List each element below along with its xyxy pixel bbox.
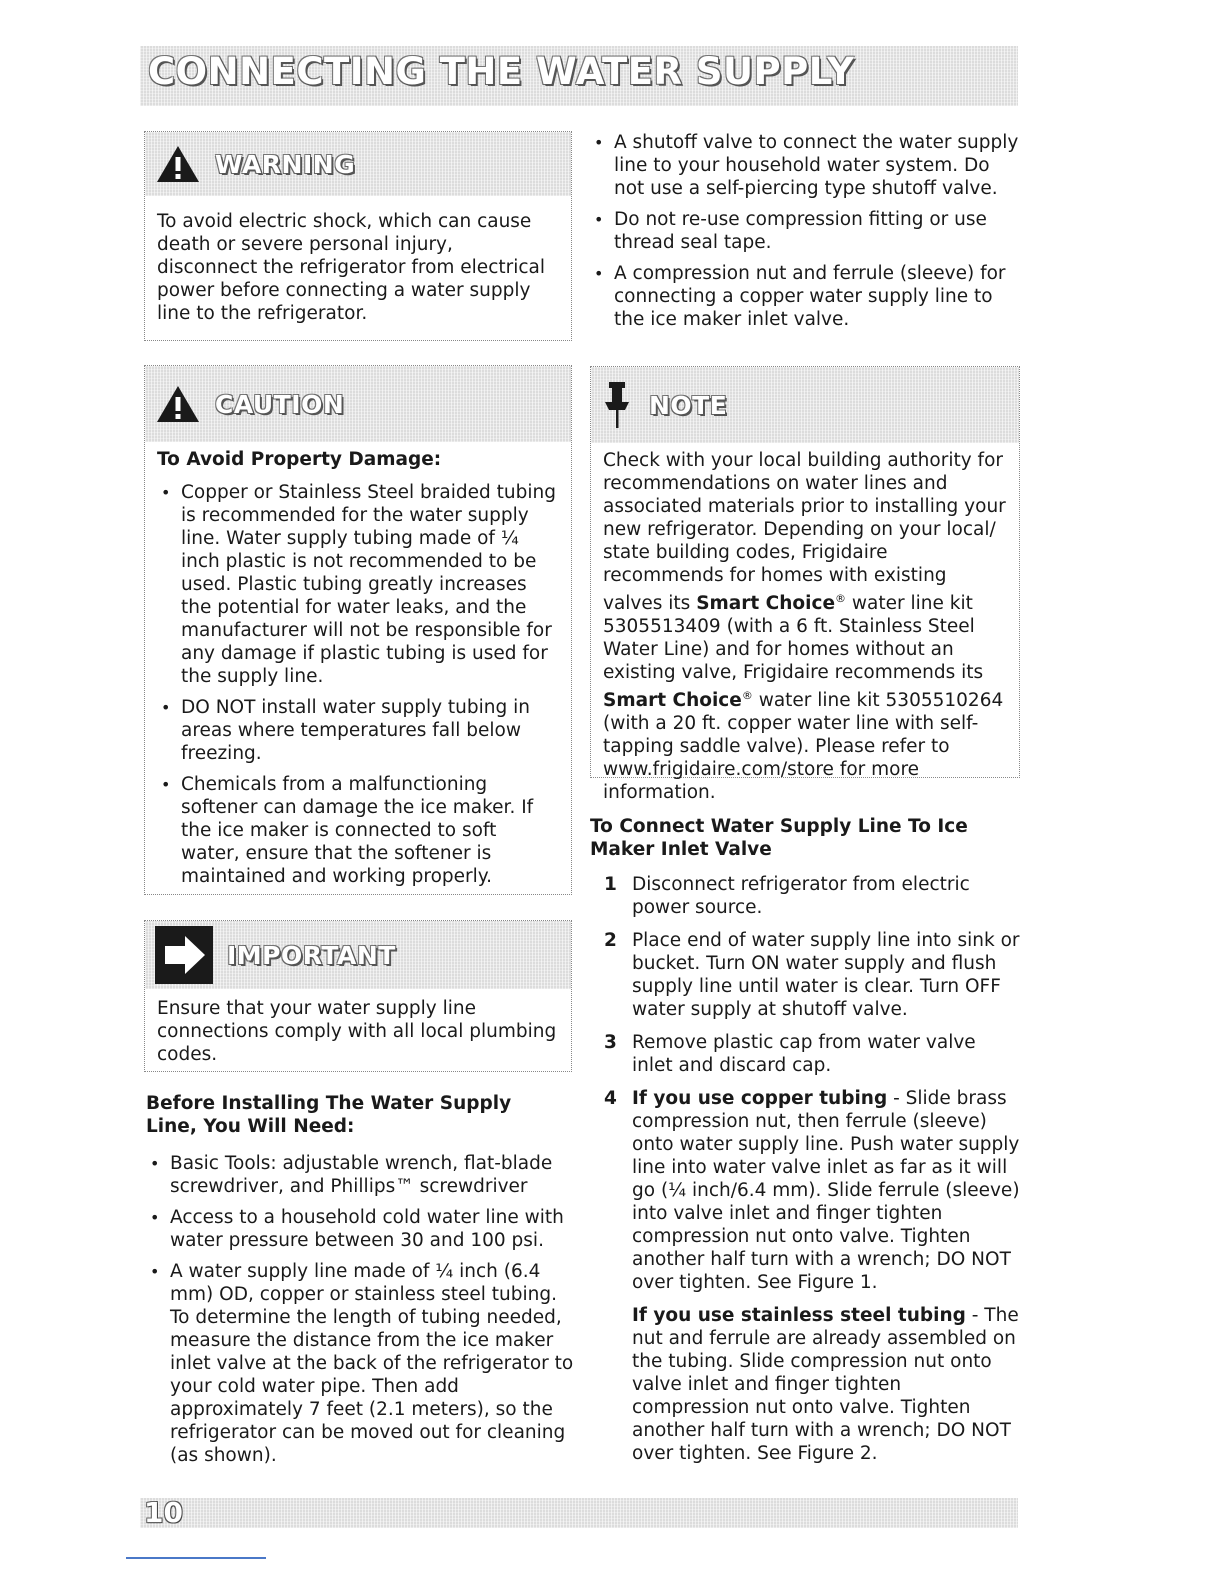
caution-header (145, 366, 571, 442)
page-title: CONNECTING THE WATER SUPPLY (148, 50, 855, 93)
warning-header (145, 132, 571, 196)
list-item: • Chemicals from a malfunctioning softener can damage the ice maker. If the ice maker is connected to soft water, ensure that the softener is maintained and working properly. (157, 773, 559, 888)
requirements-list-continued (590, 131, 1020, 339)
list-item: • Access to a household cold water line with water pressure between 30 and 100 psi. (146, 1206, 574, 1252)
step-text: Place end of water supply line into sink or bucket. Turn ON water supply and flush supply line until water is clear. Turn OFF water supply at shutoff valve. (632, 930, 1020, 1020)
caution-label: CAUTION (215, 389, 345, 419)
before-installing-section (146, 1092, 574, 1475)
caution-list (157, 481, 559, 888)
connect-section (590, 815, 1020, 1475)
note-text-part: water line kit 5305513409 (with a 6 ft. Stainless Steel Water Line) and for homes without an existing valve, Frigidaire recommends its (603, 593, 984, 684)
list-item: • Basic Tools: adjustable wrench, flat-blade screwdriver, and Phillips™ screwdriver (146, 1152, 574, 1198)
list-item: • DO NOT install water supply tubing in areas where temperatures fall below freezing. (157, 696, 559, 765)
step-text: Remove plastic cap from water valve inlet and discard cap. (632, 1032, 976, 1076)
caution-heading: To Avoid Property Damage: (157, 449, 442, 470)
note-text (603, 449, 1007, 804)
arrow-right-icon (155, 926, 213, 984)
stainless-paragraph (632, 1304, 1020, 1465)
step-number: 4 (604, 1088, 617, 1109)
note-body (591, 443, 1019, 814)
note-box (590, 366, 1020, 804)
pushpin-icon (601, 378, 635, 432)
step-lead: If you use copper tubing (632, 1088, 888, 1109)
list-item: • Do not re-use compression fitting or use thread seal tape. (590, 208, 1020, 254)
important-body (145, 989, 571, 1076)
step-text: Disconnect refrigerator from electric power source. (632, 874, 970, 918)
important-header (145, 921, 571, 989)
step-lead: If you use stainless steel tubing (632, 1305, 966, 1326)
connect-heading: To Connect Water Supply Line To Ice Maker Inlet Valve (590, 816, 968, 860)
page-title-banner (140, 46, 1018, 106)
list-item: • A compression nut and ferrule (sleeve) for connecting a copper water supply line to the ice maker inlet valve. (590, 262, 1020, 331)
list-item: • Copper or Stainless Steel braided tubing is recommended for the water supply line. Water supply tubing made of ¼ inch plastic is not recommended to be used. Plastic tubing greatly increases the potential for water leaks, and the manufacturer will not be responsible for any damage if plastic tubing is used for the supply line. (157, 481, 559, 688)
step-number: 1 (604, 874, 617, 895)
note-text-part: Check with your local building authority for recommendations on water lines and associated materials prior to installing your new refrigerator. Depending on your local/ state building codes, Frigidaire recommends for homes with existing valves its (603, 450, 1006, 615)
registered-mark: ® (741, 689, 753, 703)
page-number: 10 (144, 1496, 183, 1529)
warning-text: To avoid electric shock, which can cause death or severe personal injury, disconnect the refrigerator from electrical power before connecting a water supply line to the refrigerator. (157, 211, 546, 324)
warning-box (144, 131, 572, 341)
before-installing-heading: Before Installing The Water Supply Line, You Will Need: (146, 1093, 512, 1137)
caution-box (144, 365, 572, 895)
note-text-part: water line kit 5305510264 (with a 20 ft. copper water line with self-tapping saddle valve). Please refer to www.frigidaire.com/store for more information. (603, 690, 1004, 804)
warning-icon (155, 144, 201, 184)
footer-bar (140, 1498, 1018, 1528)
note-header (591, 367, 1019, 443)
list-item (590, 1087, 1020, 1465)
brand-name: Smart Choice (603, 690, 742, 712)
warning-label: WARNING (215, 149, 356, 179)
list-item (590, 873, 1020, 919)
divider (126, 1557, 266, 1559)
important-box (144, 920, 572, 1072)
important-label: IMPORTANT (227, 940, 396, 970)
list-item: • A shutoff valve to connect the water supply line to your household water system. Do not use a self-piercing type shutoff valve. (590, 131, 1020, 200)
warning-body (145, 196, 571, 335)
step-text: - The nut and ferrule are already assembled on the tubing. Slide compression nut onto valve inlet and finger tighten compression nut onto valve. Tighten another half turn with a wrench; DO NOT over tighten. See Figure 2. (632, 1305, 1019, 1464)
list-item (590, 929, 1020, 1021)
step-text: - Slide brass compression nut, then ferrule (sleeve) onto water supply line. Push water supply line into water valve inlet as far as it will go (¼ inch/6.4 mm). Slide ferrule (sleeve) into valve inlet and finger tighten compression nut onto valve. Tighten another half turn with a wrench; DO NOT over tighten. See Figure 1. (632, 1088, 1020, 1293)
step-number: 2 (604, 930, 617, 951)
brand-name: Smart Choice (696, 593, 835, 615)
caution-icon (155, 384, 201, 424)
list-item: • A water supply line made of ¼ inch (6.4 mm) OD, copper or stainless steel tubing. To determine the length of tubing needed, measure the distance from the ice maker inlet valve at the back of the refrigerator to your cold water pipe. Then add approximately 7 feet (2.1 meters), so the refrigerator can be moved out for cleaning (as shown). (146, 1260, 574, 1467)
step-number: 3 (604, 1032, 617, 1053)
connect-steps (590, 873, 1020, 1465)
list-item (590, 1031, 1020, 1077)
before-installing-list (146, 1152, 574, 1467)
registered-mark: ® (835, 592, 846, 605)
note-label: NOTE (649, 390, 728, 420)
caution-body (145, 442, 571, 906)
important-text: Ensure that your water supply line connections comply with all local plumbing codes. (157, 998, 557, 1065)
